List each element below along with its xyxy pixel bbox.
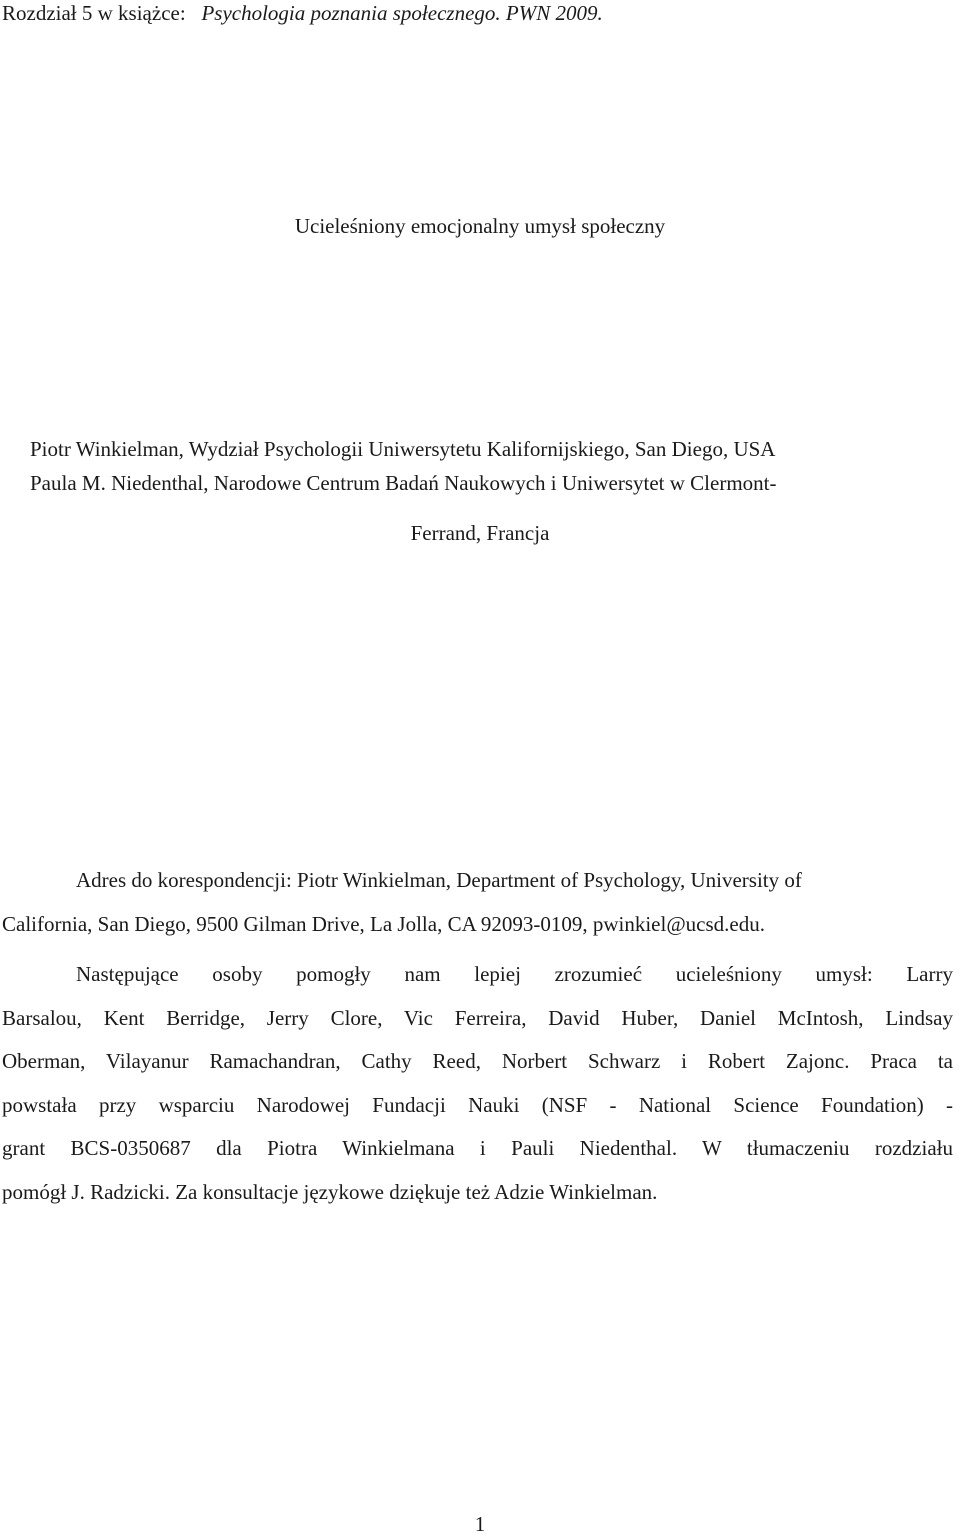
acknowledgements-paragraph xyxy=(2,953,953,1215)
author-affiliation-2: Paula M. Niedenthal, Narodowe Centrum Badań Naukowych i Uniwersytet w Clermont- xyxy=(30,471,777,495)
acknowledgements-line: pomógł J. Radzicki. Za konsultacje językowe dziękuje też Adzie Winkielman. xyxy=(2,1179,658,1204)
acknowledgements-line: powstała przy wsparciu Narodowej Fundacji Nauki (NSF - National Science Foundation) - xyxy=(2,1092,953,1117)
page-number: 1 xyxy=(474,1512,486,1536)
chapter-header-book: Psychologia poznania społecznego. PWN 2009. xyxy=(201,1,603,25)
chapter-header xyxy=(2,0,603,26)
correspondence-address-line-1: Adres do korespondencji: Piotr Winkielman, Department of Psychology, University of xyxy=(76,868,802,892)
acknowledgements-line: Oberman, Vilayanur Ramachandran, Cathy Reed, Norbert Schwarz i Robert Zajonc. Praca ta xyxy=(2,1049,953,1074)
chapter-header-prefix: Rozdział 5 w książce: xyxy=(2,1,186,25)
acknowledgements-line: grant BCS-0350687 dla Piotra Winkielmana i Pauli Niedenthal. W tłumaczeniu rozdziału xyxy=(2,1136,953,1161)
acknowledgements-line: Następujące osoby pomogły nam lepiej zrozumieć ucieleśniony umysł: Larry xyxy=(76,962,953,986)
author-affiliation-2-continued: Ferrand, Francja xyxy=(410,521,550,545)
chapter-title: Ucieleśniony emocjonalny umysł społeczny xyxy=(294,214,666,238)
author-affiliation-1: Piotr Winkielman, Wydział Psychologii Uniwersytetu Kalifornijskiego, San Diego, USA xyxy=(30,437,776,461)
acknowledgements-line: Barsalou, Kent Berridge, Jerry Clore, Vic Ferreira, David Huber, Daniel McIntosh, Lindsay xyxy=(2,1005,953,1030)
correspondence-address-line-2: California, San Diego, 9500 Gilman Drive, La Jolla, CA 92093-0109, pwinkiel@ucsd.edu. xyxy=(2,912,765,936)
